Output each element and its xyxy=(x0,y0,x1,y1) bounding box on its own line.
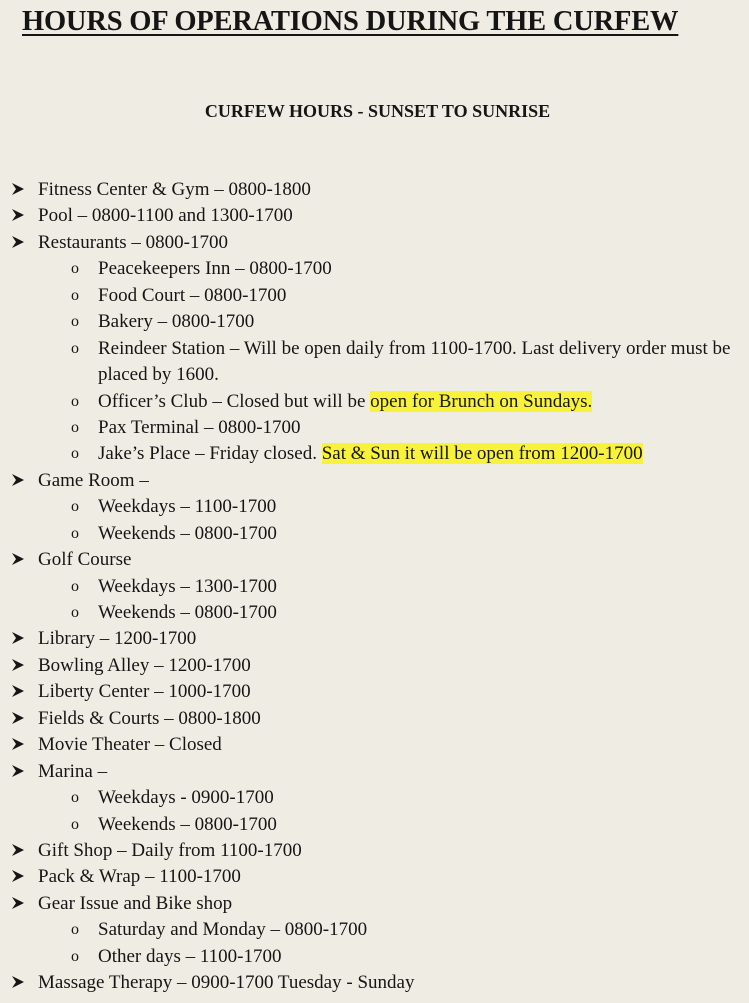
list-item-text xyxy=(38,468,149,494)
list-item xyxy=(0,177,749,203)
list-item-text xyxy=(98,283,286,309)
arrowhead-bullet-icon xyxy=(9,626,27,652)
list-item xyxy=(0,521,749,547)
item-label: Pool – 0800-1100 and 1300-1700 xyxy=(38,205,293,227)
list-item xyxy=(0,309,749,335)
list-item-text xyxy=(98,441,643,467)
list-item-text xyxy=(98,521,277,547)
list-item xyxy=(0,415,749,441)
item-label: Bakery – 0800-1700 xyxy=(98,311,255,333)
list-item-text xyxy=(38,838,302,864)
list-item-text xyxy=(38,759,107,785)
circle-bullet-icon: o xyxy=(71,815,79,833)
highlighted-text: Sat & Sun it will be open from 1200-1700 xyxy=(321,443,643,465)
page-title: HOURS OF OPERATIONS DURING THE CURFEW xyxy=(22,6,679,37)
circle-bullet-icon: o xyxy=(71,498,79,516)
circle-bullet-icon: o xyxy=(71,921,79,939)
list-item xyxy=(0,336,749,389)
arrowhead-bullet-icon xyxy=(9,653,27,679)
arrowhead-bullet-icon xyxy=(9,759,27,785)
list-item xyxy=(0,574,749,600)
list-item-text xyxy=(98,944,281,970)
item-label: Food Court – 0800-1700 xyxy=(98,284,287,306)
list-item xyxy=(0,706,749,732)
list-item xyxy=(0,441,749,467)
arrowhead-bullet-icon xyxy=(9,547,27,573)
item-label: Other days – 1100-1700 xyxy=(98,945,282,967)
item-label: Weekends – 0800-1700 xyxy=(98,602,277,624)
arrowhead-bullet-icon xyxy=(9,891,27,917)
item-label: Weekends – 0800-1700 xyxy=(98,522,277,544)
list-item xyxy=(0,494,749,520)
list-item-text xyxy=(98,917,367,943)
arrowhead-bullet-icon xyxy=(9,468,27,494)
circle-bullet-icon: o xyxy=(71,577,79,595)
list-item xyxy=(0,389,749,415)
circle-bullet-icon: o xyxy=(71,286,79,304)
item-label: Weekdays - 0900-1700 xyxy=(98,787,274,809)
list-item xyxy=(0,759,749,785)
list-item-text xyxy=(38,626,196,652)
item-label: Pack & Wrap – 1100-1700 xyxy=(38,866,241,888)
item-label: Gift Shop – Daily from 1100-1700 xyxy=(38,839,302,861)
list-item xyxy=(0,864,749,890)
highlighted-text: open for Brunch on Sundays. xyxy=(370,390,593,412)
list-item-text xyxy=(98,256,332,282)
circle-bullet-icon: o xyxy=(71,445,79,463)
circle-bullet-icon: o xyxy=(71,339,79,357)
item-label: Marina – xyxy=(38,760,108,782)
arrowhead-bullet-icon xyxy=(9,838,27,864)
list-item-text xyxy=(38,230,228,256)
list-item xyxy=(0,653,749,679)
arrowhead-bullet-icon xyxy=(9,230,27,256)
list-item-text xyxy=(38,706,261,732)
list-item-text xyxy=(98,389,592,415)
list-item-text xyxy=(38,891,232,917)
list-item-text xyxy=(38,679,251,705)
list-item-text xyxy=(38,177,311,203)
circle-bullet-icon: o xyxy=(71,524,79,542)
item-label: Weekends – 0800-1700 xyxy=(98,813,277,835)
list-item xyxy=(0,970,749,996)
list-item xyxy=(0,812,749,838)
page-subtitle: CURFEW HOURS - SUNSET TO SUNRISE xyxy=(204,101,551,121)
item-label: Weekdays – 1100-1700 xyxy=(98,496,277,518)
list-item-text xyxy=(38,203,293,229)
list-item xyxy=(0,679,749,705)
item-label: Golf Course xyxy=(38,549,132,571)
list-item xyxy=(0,283,749,309)
arrowhead-bullet-icon xyxy=(9,679,27,705)
item-label: Officer’s Club – Closed but will be xyxy=(98,390,371,412)
list-item xyxy=(0,256,749,282)
arrowhead-bullet-icon xyxy=(9,732,27,758)
item-label: Jake’s Place – Friday closed. xyxy=(98,443,322,465)
list-item-text xyxy=(38,732,222,758)
list-item-text xyxy=(98,309,254,335)
list-item-text xyxy=(38,864,241,890)
list-item xyxy=(0,838,749,864)
item-label: Liberty Center – 1000-1700 xyxy=(38,681,251,703)
arrowhead-bullet-icon xyxy=(9,706,27,732)
item-label: Massage Therapy – 0900-1700 Tuesday - Sunday xyxy=(38,972,415,994)
item-label: Weekdays – 1300-1700 xyxy=(98,575,277,597)
list-item xyxy=(0,600,749,626)
list-item-text xyxy=(98,415,301,441)
circle-bullet-icon: o xyxy=(71,313,79,331)
list-item xyxy=(0,203,749,229)
list-item-text xyxy=(98,494,276,520)
item-label: Game Room – xyxy=(38,469,149,491)
list-item xyxy=(0,230,749,256)
list-item-text xyxy=(38,970,414,996)
item-label: Pax Terminal – 0800-1700 xyxy=(98,416,301,438)
item-label: Bowling Alley – 1200-1700 xyxy=(38,654,251,676)
item-label: Peacekeepers Inn – 0800-1700 xyxy=(98,258,332,280)
item-label: Library – 1200-1700 xyxy=(38,628,197,650)
circle-bullet-icon: o xyxy=(71,789,79,807)
arrowhead-bullet-icon xyxy=(9,970,27,996)
arrowhead-bullet-icon xyxy=(9,177,27,203)
item-label: Fields & Courts – 0800-1800 xyxy=(38,707,261,729)
list-item-text xyxy=(98,812,277,838)
circle-bullet-icon: o xyxy=(71,260,79,278)
list-item xyxy=(0,785,749,811)
list-item-text xyxy=(98,785,274,811)
circle-bullet-icon: o xyxy=(71,604,79,622)
list-item xyxy=(0,917,749,943)
arrowhead-bullet-icon xyxy=(9,864,27,890)
circle-bullet-icon: o xyxy=(71,418,79,436)
list-item-text xyxy=(98,574,277,600)
item-label: Restaurants – 0800-1700 xyxy=(38,231,228,253)
item-label: Reindeer Station – Will be open daily from 1100-1700. Last delivery order must be placed by 1600. xyxy=(98,337,731,386)
list-item-text xyxy=(38,653,251,679)
list-item xyxy=(0,468,749,494)
item-label: Movie Theater – Closed xyxy=(38,734,222,756)
circle-bullet-icon: o xyxy=(71,947,79,965)
list-item xyxy=(0,732,749,758)
arrowhead-bullet-icon xyxy=(9,203,27,229)
list-item xyxy=(0,547,749,573)
list-item-text xyxy=(98,336,743,389)
list-item-text xyxy=(38,547,131,573)
list-item xyxy=(0,891,749,917)
list-item xyxy=(0,944,749,970)
item-label: Fitness Center & Gym – 0800-1800 xyxy=(38,179,311,200)
item-label: Saturday and Monday – 0800-1700 xyxy=(98,919,368,941)
list-item xyxy=(0,626,749,652)
list-item-text xyxy=(98,600,277,626)
item-label: Gear Issue and Bike shop xyxy=(38,892,233,914)
hours-list xyxy=(0,177,749,997)
circle-bullet-icon: o xyxy=(71,392,79,410)
